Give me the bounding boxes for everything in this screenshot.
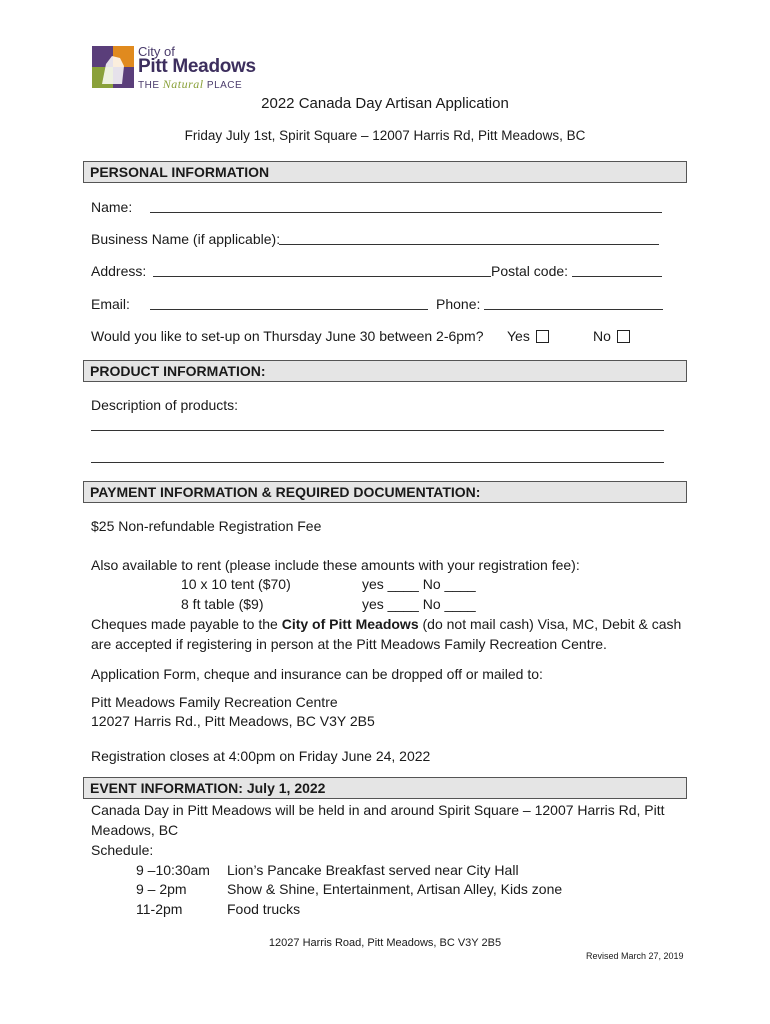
event-description-line-2: Meadows, BC <box>91 822 179 838</box>
product-info-header: PRODUCT INFORMATION: <box>83 360 687 382</box>
dropoff-address-line-1: Pitt Meadows Family Recreation Centre <box>91 694 338 710</box>
schedule-desc: Food trucks <box>227 901 301 917</box>
payment-info-header: PAYMENT INFORMATION & REQUIRED DOCUMENTATION: <box>83 481 687 503</box>
page-subtitle: Friday July 1st, Spirit Square – 12007 Harris Rd, Pitt Meadows, BC <box>184 128 586 143</box>
phone-field[interactable] <box>484 297 663 310</box>
city-logo <box>92 44 267 92</box>
personal-info-header: PERSONAL INFORMATION <box>83 161 687 183</box>
registration-fee: $25 Non-refundable Registration Fee <box>91 518 322 534</box>
logo-city-text: City of <box>138 44 175 59</box>
name-label: Name: <box>91 199 133 215</box>
page-title: 2022 Canada Day Artisan Application <box>261 95 509 112</box>
rent-choice-table[interactable]: yes ____ No ____ <box>362 596 476 612</box>
schedule-label: Schedule: <box>91 842 154 858</box>
email-field[interactable] <box>150 297 428 310</box>
cheques-line-1: Cheques made payable to the City of Pitt Meadows (do not mail cash) Visa, MC, Debit & cash <box>91 616 682 632</box>
description-label: Description of products: <box>91 397 239 413</box>
description-field-line-2[interactable] <box>91 450 664 463</box>
setup-yes-checkbox[interactable] <box>536 330 549 343</box>
postal-code-field[interactable] <box>572 264 662 277</box>
setup-yes-label: Yes <box>507 328 530 344</box>
revised-date: Revised March 27, 2019 <box>586 951 684 961</box>
address-field[interactable] <box>153 264 491 277</box>
name-field[interactable] <box>150 200 662 213</box>
registration-closes: Registration closes at 4:00pm on Friday June 24, 2022 <box>91 748 431 764</box>
logo-name-text: Pitt Meadows <box>138 56 256 77</box>
setup-no-label: No <box>593 328 611 344</box>
schedule-time: 11-2pm <box>136 901 183 917</box>
logo-tagline: THE Natural PLACE <box>138 77 243 91</box>
schedule-desc: Lion’s Pancake Breakfast served near City Hall <box>227 862 519 878</box>
setup-no-option <box>593 327 630 345</box>
schedule-time: 9 – 2pm <box>136 881 187 897</box>
dropoff-text: Application Form, cheque and insurance can be dropped off or mailed to: <box>91 666 543 682</box>
address-label: Address: <box>91 263 147 279</box>
schedule-time: 9 –10:30am <box>136 862 210 878</box>
rent-item-tent: 10 x 10 tent ($70) <box>181 576 291 592</box>
event-description-line-1: Canada Day in Pitt Meadows will be held in and around Spirit Square – 12007 Harris Rd, Pitt <box>91 802 665 818</box>
business-name-label: Business Name (if applicable): <box>91 231 281 247</box>
email-label: Email: <box>91 296 130 312</box>
cheques-line-2: are accepted if registering in person at the Pitt Meadows Family Recreation Centre. <box>91 636 607 652</box>
schedule-desc: Show & Shine, Entertainment, Artisan Alley, Kids zone <box>227 881 563 897</box>
city-logo-mark-icon <box>92 46 134 88</box>
event-info-header: EVENT INFORMATION: July 1, 2022 <box>83 777 687 799</box>
setup-no-checkbox[interactable] <box>617 330 630 343</box>
footer-address: 12027 Harris Road, Pitt Meadows, BC V3Y 2B5 <box>268 937 502 949</box>
payee-name: City of Pitt Meadows <box>281 616 419 632</box>
postal-code-label: Postal code: <box>491 263 569 279</box>
setup-question: Would you like to set-up on Thursday June 30 between 2-6pm? <box>91 328 484 344</box>
business-name-field[interactable] <box>279 232 659 245</box>
rent-intro: Also available to rent (please include these amounts with your registration fee): <box>91 557 580 573</box>
description-field-line-1[interactable] <box>91 418 664 431</box>
rent-item-table: 8 ft table ($9) <box>181 596 264 612</box>
phone-label: Phone: <box>436 296 481 312</box>
setup-yes-option <box>507 327 549 345</box>
rent-choice-tent[interactable]: yes ____ No ____ <box>362 576 476 592</box>
dropoff-address-line-2: 12027 Harris Rd., Pitt Meadows, BC V3Y 2B5 <box>91 713 375 729</box>
